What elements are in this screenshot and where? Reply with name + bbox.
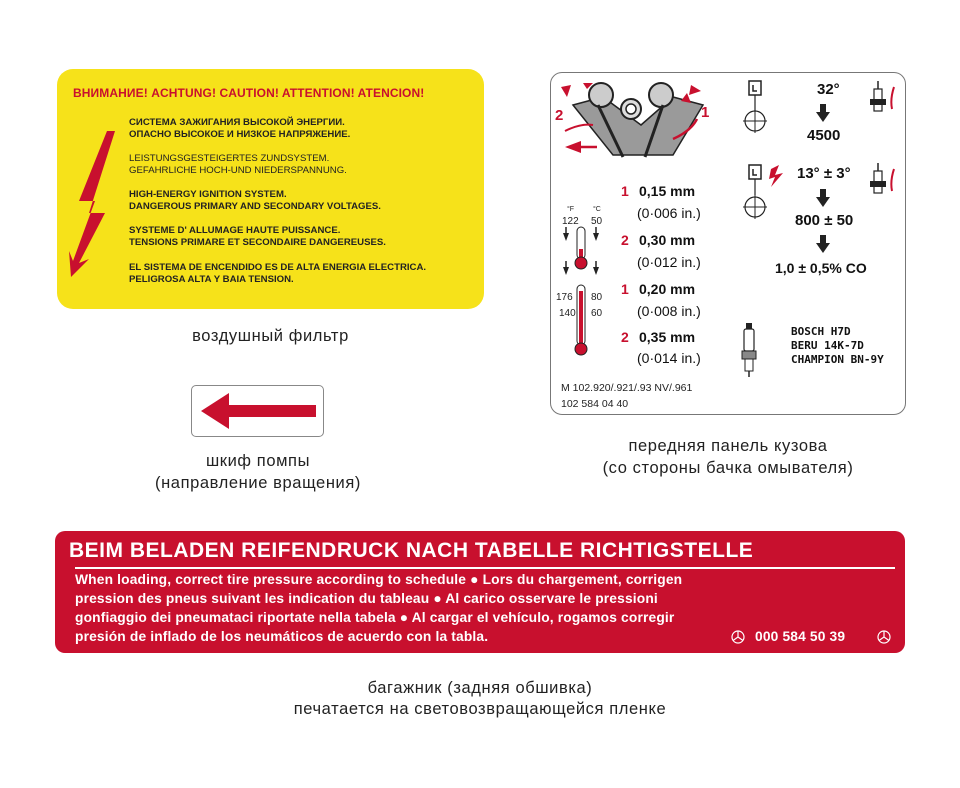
hot-f2-value: 140	[559, 308, 576, 319]
warning-de-2: GEFAHRLICHE HOCH-UND NIEDERSPANNUNG.	[129, 165, 347, 176]
clearance-row-4-in: (0·014 in.)	[637, 350, 701, 366]
arrow-down-icon-2	[816, 189, 830, 207]
spark-plug-beru: BERU 14K-7D	[791, 339, 864, 352]
pump-direction-label	[191, 385, 324, 437]
arrow-down-icon	[816, 104, 830, 122]
clearance-row-2-num: 2	[621, 232, 629, 248]
co-value: 1,0 ± 0,5% CO	[775, 260, 867, 276]
mercedes-star-icon-2	[877, 630, 891, 644]
spark-plug-icon	[741, 323, 757, 379]
cold-f-value: 122	[562, 216, 579, 227]
warning-ru-1: СИСТЕМА ЗАЖИГАНИЯ ВЫСОКОЙ ЭНЕРГИИ.	[129, 117, 345, 128]
clearance-row-4-num: 2	[621, 329, 629, 345]
trunk-caption-1: багажник (задняя обшивка)	[367, 679, 593, 697]
tire-text-line-1: When loading, correct tire pressure according to schedule ● Lors du chargement, corrigen	[75, 572, 683, 587]
mercedes-star-icon	[731, 630, 745, 644]
trunk-caption-2: печатается на световозвращающейся пленке	[293, 700, 667, 718]
engine-part-number: 102 584 04 40	[561, 398, 629, 410]
warning-es-2: PELIGROSA ALTA Y BAIA TENSION.	[129, 274, 294, 285]
front-panel-caption-1: передняя панель кузова	[628, 437, 828, 455]
warning-es-1: EL SISTEMA DE ENCENDIDO ES DE ALTA ENERGIA ELECTRICA.	[129, 262, 427, 273]
timing-light-vacuum-icon	[741, 163, 791, 223]
clearance-row-3-in: (0·008 in.)	[637, 303, 701, 319]
engine-head-diagram	[553, 75, 723, 170]
timing-rpm-2: 800 ± 50	[795, 212, 854, 229]
clearance-row-2-in: (0·012 in.)	[637, 254, 701, 270]
cold-f-unit: °F	[567, 206, 575, 213]
engine-spec-label	[550, 72, 906, 415]
warning-ru-2: ОПАСНО ВЫСОКОЕ И НИЗКОЕ НАПРЯЖЕНИЕ.	[129, 129, 351, 140]
clearance-row-1-in: (0·006 in.)	[637, 205, 701, 221]
timing-light-icon	[741, 79, 781, 139]
tire-text-line-2: pression des pneus suivant les indication du tableau ● Al carico osservare le pressioni	[75, 591, 658, 606]
pump-caption-1: шкиф помпы	[205, 452, 311, 470]
hot-f-value: 176	[556, 292, 573, 303]
clearance-row-4-mm: 0,35 mm	[639, 329, 696, 345]
tire-pressure-label	[55, 531, 905, 653]
air-filter-caption: воздушный фильтр	[192, 327, 349, 345]
warning-en-2: DANGEROUS PRIMARY AND SECONDARY VOLTAGES.	[129, 201, 381, 212]
valve-2-marker: 2	[555, 107, 564, 124]
spark-plug-wire-icon-2	[868, 161, 902, 201]
warning-en-1: HIGH-ENERGY IGNITION SYSTEM.	[129, 189, 287, 200]
tire-text-line-4: presión de inflado de los neumáticos de acuerdo con la tabla.	[75, 629, 489, 644]
spark-plug-wire-icon	[868, 79, 902, 119]
clearance-row-2-mm: 0,30 mm	[639, 232, 696, 248]
clearance-row-3-num: 1	[621, 281, 629, 297]
warning-fr-2: TENSIONS PRIMARE ET SECONDAIRE DANGEREUSES.	[129, 237, 386, 248]
tire-divider	[75, 567, 895, 569]
spark-plug-bosch: BOSCH H7D	[791, 325, 851, 338]
valve-1-marker: 1	[701, 104, 710, 121]
tire-part-number: 000 584 50 39	[755, 629, 846, 644]
timing-angle-1: 32°	[817, 81, 840, 98]
front-panel-caption-2: (со стороны бачка омывателя)	[602, 459, 854, 477]
timing-rpm-1: 4500	[807, 127, 841, 144]
tire-title: BEIM BELADEN REIFENDRUCK NACH TABELLE RICHTIGSTELLE	[69, 539, 754, 562]
hot-c2-value: 60	[591, 308, 603, 319]
clearance-row-3-mm: 0,20 mm	[639, 281, 696, 297]
arrow-down-icon-3	[816, 235, 830, 253]
tire-text-line-3: gonfiaggio dei pneumataci riportate nella tabela ● Al cargar el vehículo, rogamos corregir	[75, 610, 675, 625]
pump-caption-2: (направление вращения)	[155, 474, 361, 492]
clearance-row-1-mm: 0,15 mm	[639, 183, 696, 199]
arrow-left-icon	[192, 386, 323, 436]
cold-c-unit: °C	[593, 206, 601, 213]
cold-c-value: 50	[591, 216, 603, 227]
lightning-bolt-icon	[67, 129, 117, 279]
timing-angle-2: 13° ± 3°	[797, 165, 851, 182]
engine-model-code: M 102.920/.921/.93 NV/.961	[561, 382, 693, 394]
clearance-row-1-num: 1	[621, 183, 629, 199]
ignition-caution-label	[57, 69, 484, 309]
spark-plug-champion: CHAMPION BN-9Y	[791, 353, 884, 366]
hot-c-value: 80	[591, 292, 603, 303]
warning-de-1: LEISTUNGSGESTEIGERTES ZUNDSYSTEM.	[129, 153, 330, 164]
caution-heading: ВНИМАНИЕ! ACHTUNG! CAUTION! ATTENTION! ATENCION!	[73, 86, 425, 100]
warning-fr-1: SYSTEME D' ALLUMAGE HAUTE PUISSANCE.	[129, 225, 341, 236]
